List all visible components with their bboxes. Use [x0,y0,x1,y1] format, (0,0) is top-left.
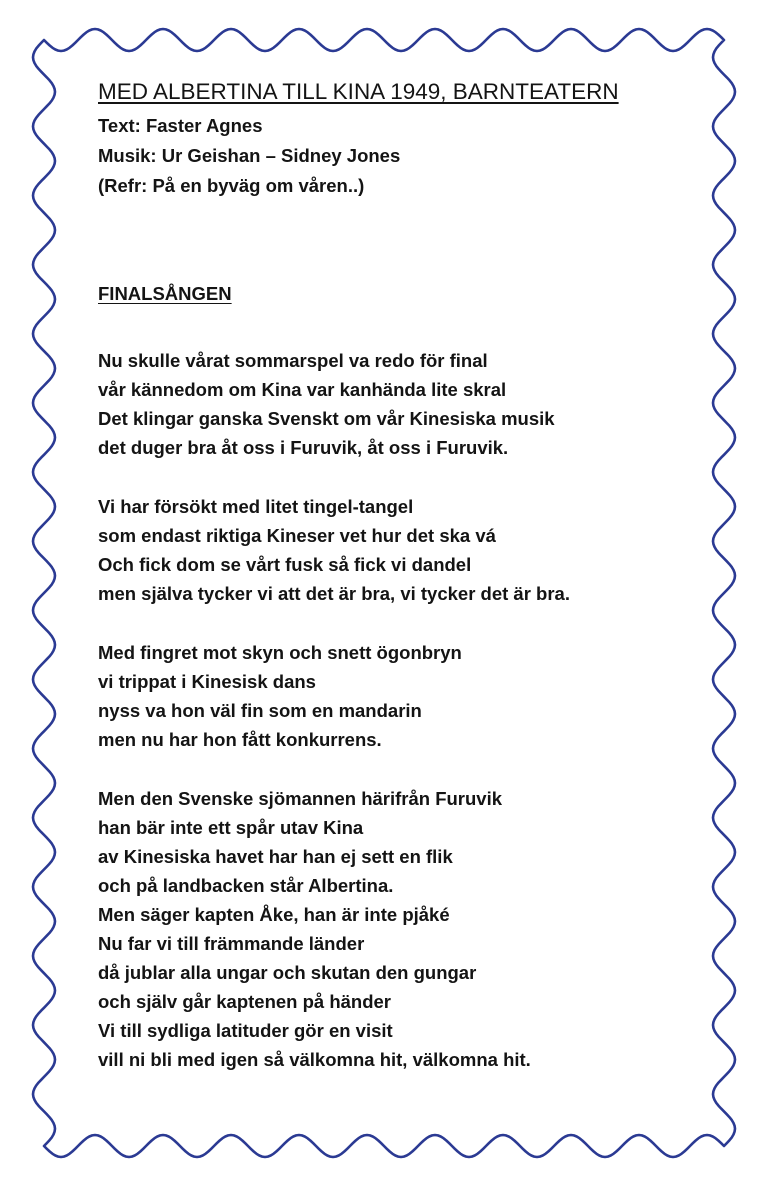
stanza-line: vill ni bli med igen så välkomna hit, välkomna hit. [98,1049,531,1070]
stanza-line: Men den Svenske sjömannen härifrån Furuvik [98,788,503,809]
stanza-line: av Kinesiska havet har han ej sett en flik [98,846,453,867]
stanza-line: Men säger kapten Åke, han är inte pjåké [98,904,450,925]
stanza-line: som endast riktiga Kineser vet hur det ska vá [98,525,496,546]
stanza-4 [98,784,708,1074]
document-title: MED ALBERTINA TILL KINA 1949, BARNTEATERN [98,79,619,104]
stanza-line: och på landbacken står Albertina. [98,875,394,896]
stanza-line: nyss va hon väl fin som en mandarin [98,700,422,721]
stanza-line: vår kännedom om Kina var kanhända lite skral [98,379,507,400]
stanza-line: Det klingar ganska Svenskt om vår Kinesiska musik [98,408,555,429]
stanza-line: Nu skulle vårat sommarspel va redo för final [98,350,488,371]
stanza-line: vi trippat i Kinesisk dans [98,671,316,692]
stanza-line: då jublar alla ungar och skutan den gungar [98,962,477,983]
document-content [98,78,708,1074]
stanza-line: Och fick dom se vårt fusk så fick vi dandel [98,554,472,575]
meta-music-credit: Musik: Ur Geishan – Sidney Jones [98,145,401,166]
stanza-line: han bär inte ett spår utav Kina [98,817,364,838]
section-title: FINALSÅNGEN [98,283,232,304]
stanza-line: Vi till sydliga latituder gör en visit [98,1020,393,1041]
stanza-1 [98,346,708,462]
stanza-line: det duger bra åt oss i Furuvik, åt oss i Furuvik. [98,437,509,458]
meta-refrain-note: (Refr: På en byväg om våren..) [98,175,365,196]
stanza-line: Med fingret mot skyn och snett ögonbryn [98,642,462,663]
stanza-line: men nu har hon fått konkurrens. [98,729,382,750]
stanza-line: men själva tycker vi att det är bra, vi tycker det är bra. [98,583,570,604]
stanza-2 [98,492,708,608]
meta-text-credit: Text: Faster Agnes [98,115,263,136]
stanza-3 [98,638,708,754]
stanza-line: och själv går kaptenen på händer [98,991,392,1012]
stanza-line: Nu far vi till främmande länder [98,933,365,954]
stanza-line: Vi har försökt med litet tingel-tangel [98,496,414,517]
